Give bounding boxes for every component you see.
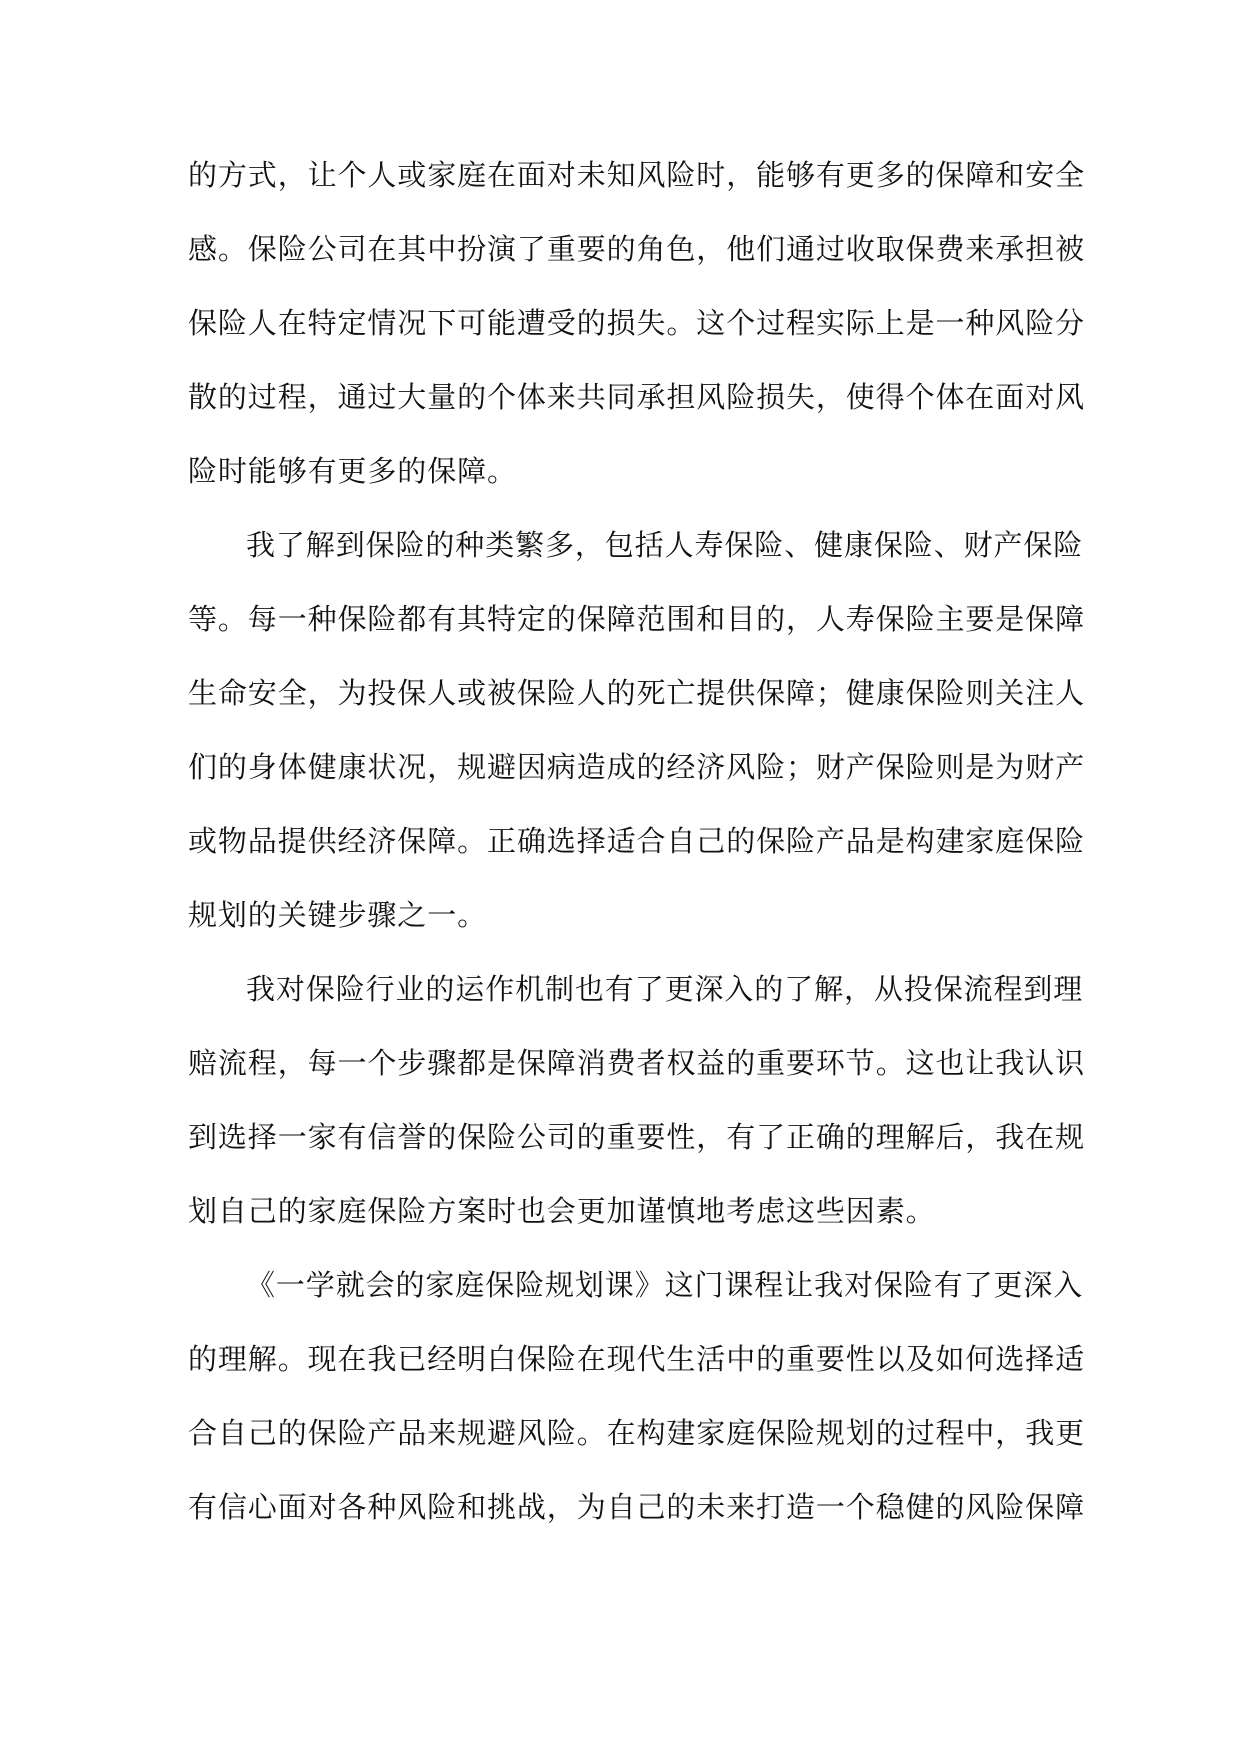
text-line: 《一学就会的家庭保险规划课》这门课程让我对保险有了更深入 xyxy=(246,1268,1084,1302)
text-line: 散的过程，通过大量的个体来共同承担风险损失，使得个体在面对风 xyxy=(188,380,1086,414)
text-line: 我对保险行业的运作机制也有了更深入的了解，从投保流程到理 xyxy=(246,972,1084,1006)
text-line: 的方式，让个人或家庭在面对未知风险时，能够有更多的保障和安全 xyxy=(188,158,1086,192)
text-line: 到选择一家有信誉的保险公司的重要性，有了正确的理解后，我在规 xyxy=(188,1120,1086,1154)
paragraph-4 xyxy=(188,1248,1086,1544)
text-line: 赔流程，每一个步骤都是保障消费者权益的重要环节。这也让我认识 xyxy=(188,1046,1086,1080)
text-line: 划自己的家庭保险方案时也会更加谨慎地考虑这些因素。 xyxy=(188,1194,936,1228)
text-line: 有信心面对各种风险和挑战，为自己的未来打造一个稳健的风险保障 xyxy=(188,1490,1086,1524)
paragraph-2 xyxy=(188,508,1086,952)
text-line: 等。每一种保险都有其特定的保障范围和目的，人寿保险主要是保障 xyxy=(188,602,1086,636)
text-line: 险时能够有更多的保障。 xyxy=(188,454,517,488)
document-body xyxy=(188,138,1086,1544)
text-line: 感。保险公司在其中扮演了重要的角色，他们通过收取保费来承担被 xyxy=(188,232,1086,266)
text-line: 合自己的保险产品来规避风险。在构建家庭保险规划的过程中，我更 xyxy=(188,1416,1086,1450)
text-line: 规划的关键步骤之一。 xyxy=(188,898,488,932)
paragraph-1 xyxy=(188,138,1086,508)
text-line: 我了解到保险的种类繁多，包括人寿保险、健康保险、财产保险 xyxy=(246,528,1084,562)
text-line: 生命安全，为投保人或被保险人的死亡提供保障；健康保险则关注人 xyxy=(188,676,1086,710)
text-line: 的理解。现在我已经明白保险在现代生活中的重要性以及如何选择适 xyxy=(188,1342,1086,1376)
paragraph-3 xyxy=(188,952,1086,1248)
text-line: 们的身体健康状况，规避因病造成的经济风险；财产保险则是为财产 xyxy=(188,750,1086,784)
text-line: 保险人在特定情况下可能遭受的损失。这个过程实际上是一种风险分 xyxy=(188,306,1086,340)
text-line: 或物品提供经济保障。正确选择适合自己的保险产品是构建家庭保险 xyxy=(188,824,1086,858)
